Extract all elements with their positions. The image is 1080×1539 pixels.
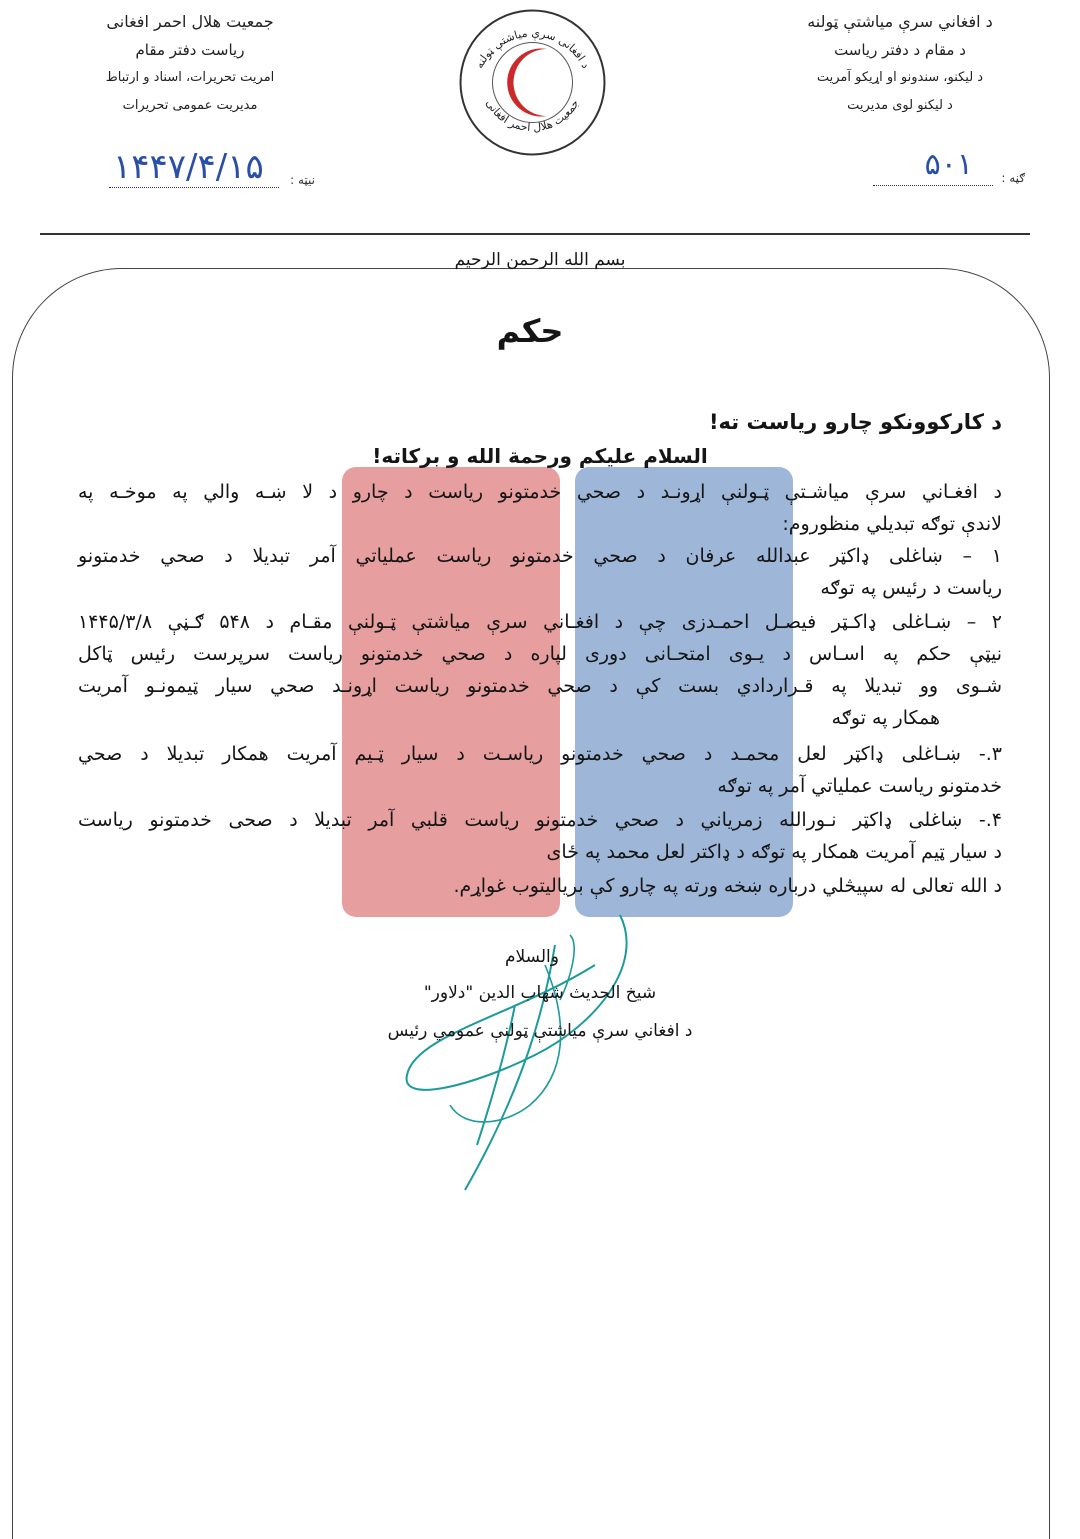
body-line-4: رياست د رئيس په توګه [820, 577, 1002, 599]
body-line-2: لاندې توګه تبدیلي منظوروم: [782, 513, 1002, 535]
body-line-1: د افغـاني سرې مياشـتې ټـولنې اړونـد د صحي خدمتونو رياست د چارو د لا ښـه والي په موخـه په [78, 481, 1002, 503]
header-right-dept: د ليکنو، سندونو او اړيکو آمريت [816, 70, 984, 85]
body-line-5: ۲ – ښـاغلی ډاکـټر فيصـل احمـدزی چې د افغـاني سرې مياشتې ټـولنې مقـام د ۵۴۸ ګـڼې ۱۴۴۵/۳/۸ [78, 611, 1002, 633]
header-left-office: ریاست دفتر مقام [135, 41, 245, 59]
seal-top-text: د افغانی سرې مياشتې ټولنه [472, 26, 593, 71]
body-line-12: د سيار ټيم آمريت همکار په توګه د ډاکتر لعل محمد په ځای [546, 841, 1002, 863]
date-handwritten: ۱۴۴۷/۴/۱۵ [113, 147, 264, 187]
body-line-9: ۳.- ښـاغلی ډاکټر لعل محمـد د صحي خدمتونو رياسـت د سيار ټـيم آمريت همکار تبدیلا د صحي [78, 743, 1002, 765]
body-line-13: د الله تعالی له سپيڅلي درباره ښخه ورته په چارو کې برياليتوب غواړم. [453, 875, 1002, 897]
signatory-name: شيخ الحديث شهاب الدين "دلاور" [423, 983, 657, 1003]
greeting-line: السلام عليکم ورحمة الله و برکاته! [372, 444, 708, 468]
body-line-10: خدمتونو رياست عملياتي آمر په توګه [717, 775, 1002, 797]
body-line-3: ۱ – ښاغلی ډاکټر عبدالله عرفان د صحي خدمتونو رياست عملياتي آمر تبديلا د صحي خدمتونو [78, 545, 1002, 567]
header-right-sub: د ليکنو لوی مديريت [847, 98, 953, 113]
header-divider [40, 233, 1030, 235]
header-right-office: د مقام د دفتر رياست [834, 41, 966, 59]
number-dotted-line [873, 185, 993, 186]
header-left-org: جمعیت هلال احمر افغانی [106, 12, 274, 31]
number-label: ګڼه : [1001, 171, 1025, 185]
date-dotted-line [109, 187, 279, 188]
number-field [865, 145, 1025, 185]
bismillah: بسم الله الرحمن الرحيم [454, 250, 626, 270]
header-left-block [60, 12, 320, 116]
header-left-sub: مدیریت عمومی تحریرات [122, 98, 258, 113]
body-line-6: نیټې حکم په اسـاس د يـوی امتحـانی دوری لپاره د صحي خدمتونو رياست سرپرست رئيس ټاکل [78, 643, 1002, 665]
svg-text:د افغانی سرې مياشتې ټولنه [473, 26, 593, 70]
number-handwritten: ۵۰۱ [924, 147, 973, 182]
header-right-block [770, 12, 1030, 116]
seal-bottom-text: جمعیت هلال احمر افغانی [483, 97, 582, 135]
red-crescent-seal [455, 5, 610, 160]
signatory-title: د افغاني سرې مياشتې ټولنې عمومي رئيس [387, 1021, 693, 1041]
closing-salutation: والسلام [505, 947, 559, 967]
date-field [105, 145, 315, 190]
page-title: حکم [496, 312, 564, 350]
header-left-dept: امریت تحریرات، اسناد و ارتباط [105, 70, 275, 85]
addressee-line: د کارکوونکو چارو رياست ته! [708, 410, 1002, 434]
body-line-8: همکار په توګه [831, 707, 940, 729]
header-right-org: د افغاني سرې مياشتې ټولنه [807, 12, 993, 31]
body-line-11: ۴.- ښاغلی ډاکټر نـورالله زمرياني د صحي خدمتونو رياست قلبي آمر تبديلا د صحی خدمتونو رياست [78, 809, 1002, 831]
body-line-7: شـوی وو تبديلا په قـراردادي بست کې د صحي خدمتونو رياست اړونـد صحي سيار ټيمونـو آمريت [78, 675, 1002, 697]
seal-emblem-icon [455, 5, 610, 160]
date-label: نیټه : [290, 173, 315, 187]
